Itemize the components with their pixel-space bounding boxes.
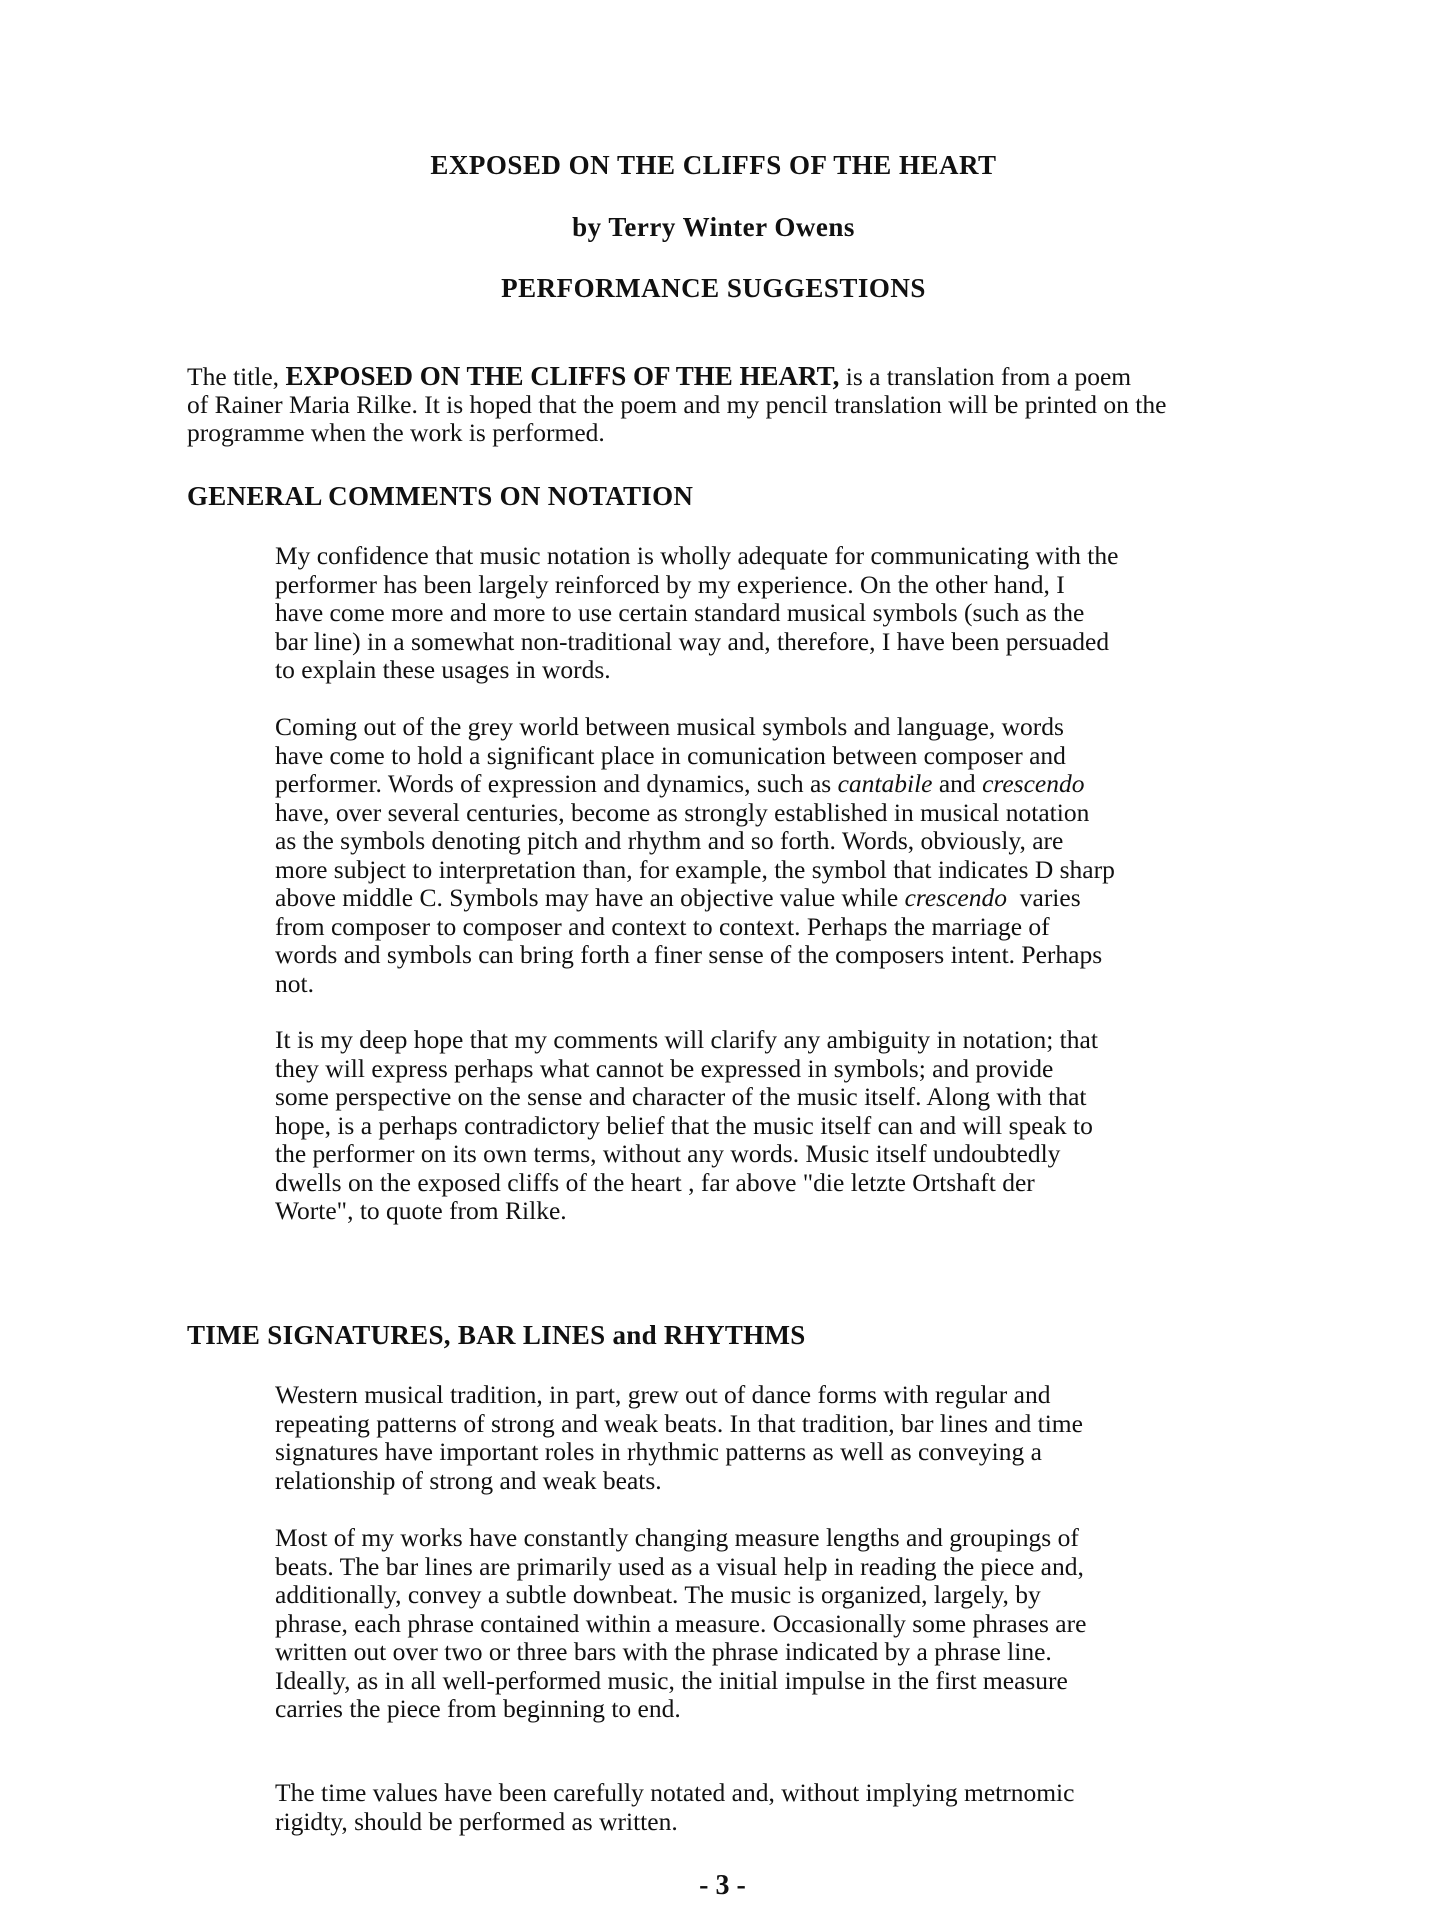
text-line: dwells on the exposed cliffs of the heart , far above "die letzte Ortshaft der [275,1167,1035,1197]
document-title: EXPOSED ON THE CLIFFS OF THE HEART [430,150,997,180]
intro-lead: The title, [187,362,280,391]
text-line: have, over several centuries, become as strongly established in musical notation [275,797,1090,827]
paragraph [275,1381,1235,1495]
page-number: - 3 - [699,1870,746,1901]
text-line: Ideally, as in all well-performed music, the initial impulse in the first measure [275,1665,1068,1695]
text-line [275,884,1235,913]
intro-line1-tail: is a translation from a poem [845,362,1132,391]
paragraph [275,713,1235,998]
text-line: Western musical tradition, in part, grew out of dance forms with regular and [275,1380,1051,1409]
text-segment: varies [1019,883,1081,912]
text-line: signatures have important roles in rhythmic patterns as well as conveying a [275,1437,1042,1466]
text-segment: and [938,769,976,798]
text-line: repeating patterns of strong and weak beats. In that tradition, bar lines and time [275,1408,1083,1438]
text-line: phrase, each phrase contained within a measure. Occasionally some phrases are [275,1608,1087,1638]
paragraph [275,1779,1235,1836]
paragraph [275,542,1235,685]
text-line: performer has been largely reinforced by my experience. On the other hand, I [275,569,1065,599]
text-line: relationship of strong and weak beats. [275,1465,662,1495]
text-line: Most of my works have constantly changing measure lengths and groupings of [275,1523,1079,1552]
text-line: they will express perhaps what cannot be expressed in symbols; and provide [275,1053,1054,1083]
text-line: carries the piece from beginning to end. [275,1694,681,1723]
text-line: have come more and more to use certain standard musical symbols (such as the [275,598,1085,627]
text-line: not. [275,968,314,998]
document-subtitle: PERFORMANCE SUGGESTIONS [501,273,926,303]
text-line: more subject to interpretation than, for example, the symbol that indicates D sharp [275,854,1115,884]
text-line: The time values have been carefully notated and, without implying metrnomic [275,1778,1075,1807]
intro-line: programme when the work is performed. [187,418,605,447]
intro-line: of Rainer Maria Rilke. It is hoped that the poem and my pencil translation will be printed on the [187,390,1167,419]
text-line: written out over two or three bars with the phrase indicated by a phrase line. [275,1637,1052,1666]
text-line [275,770,1235,799]
text-line: My confidence that music notation is wholly adequate for communicating with the [275,541,1119,570]
text-line: additionally, convey a subtle downbeat. The music is organized, largely, by [275,1580,1041,1609]
text-line: hope, is a perhaps contradictory belief that the music itself can and will speak to [275,1110,1093,1140]
text-line: the performer on its own terms, without any words. Music itself undoubtedly [275,1139,1061,1168]
text-segment: above middle C. Symbols may have an objective value while [275,883,899,912]
text-line: words and symbols can bring forth a finer sense of the composers intent. Perhaps [275,940,1103,969]
text-line: rigidty, should be performed as written. [275,1806,678,1836]
text-line: bar line) in a somewhat non-traditional way and, therefore, I have been persuaded [275,626,1110,656]
intro-line [187,362,1267,391]
section-heading-time-signatures: TIME SIGNATURES, BAR LINES and RHYTHMS [187,1320,806,1350]
italic-term: crescendo [904,883,1007,912]
paragraph [275,1026,1235,1226]
text-line: some perspective on the sense and character of the music itself. Along with that [275,1082,1087,1111]
italic-term: cantabile [837,769,933,798]
text-line: to explain these usages in words. [275,655,611,684]
text-line: Coming out of the grey world between musical symbols and language, words [275,712,1064,741]
text-line: from composer to composer and context to context. Perhaps the marriage of [275,911,1050,941]
paragraph [275,1524,1235,1724]
text-line: have come to hold a significant place in comunication between composer and [275,740,1066,770]
italic-term: crescendo [982,769,1085,798]
text-line: beats. The bar lines are primarily used as a visual help in reading the piece and, [275,1551,1084,1581]
intro-title-ref: EXPOSED ON THE CLIFFS OF THE HEART, [285,361,840,391]
text-line: Worte", to quote from Rilke. [275,1196,567,1225]
text-segment: performer. Words of expression and dynamics, such as [275,769,832,798]
text-line: as the symbols denoting pitch and rhythm and so forth. Words, obviously, are [275,826,1064,855]
intro-paragraph [187,362,1267,447]
document-author: by Terry Winter Owens [572,212,855,242]
section-heading-notation: GENERAL COMMENTS ON NOTATION [187,481,694,511]
text-line: It is my deep hope that my comments will clarify any ambiguity in notation; that [275,1025,1098,1054]
